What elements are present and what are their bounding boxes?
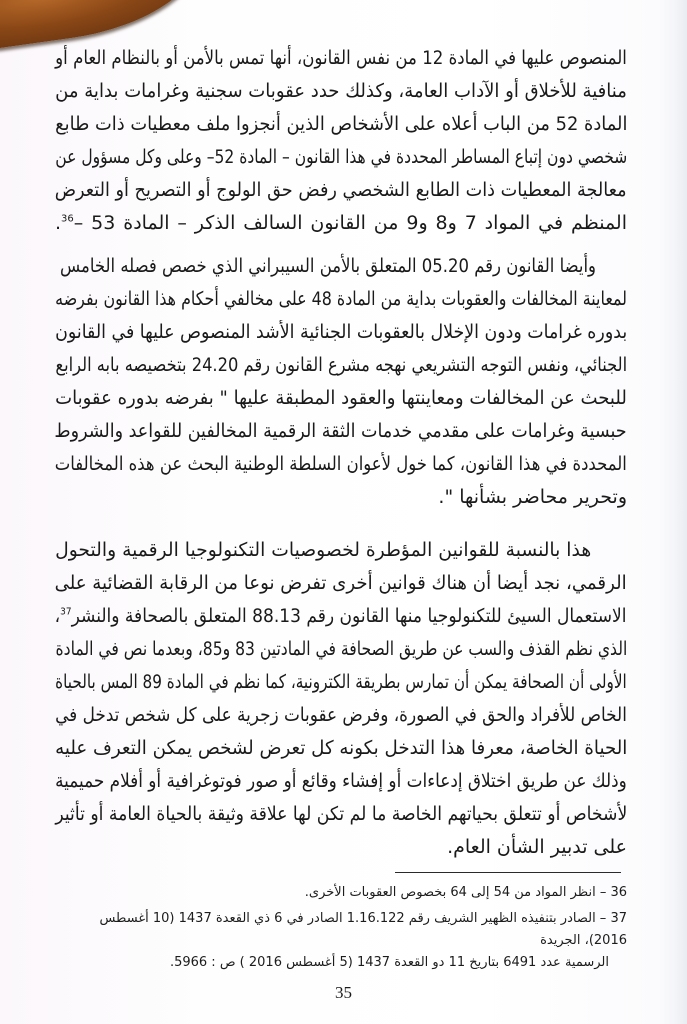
paragraph-2 [55,250,627,514]
footnote-37 [55,908,627,974]
body-line: المادة 52 من الباب أعلاه على الأشخاص الذين أنجزوا ملف معطيات ذات طابع [54,113,627,135]
body-line: بدوره غرامات ودون الإخلال بالعقوبات الجنائية الأشد المنصوص عليها في القانون [54,321,627,343]
body-line: لأشخاص أو تتعلق بحياتهم الخاصة ما لم تكن لها علاقة وثيقة بالحياة العامة أو تأثير [55,803,627,825]
body-line: الأولى أن الصحافة يمكن أن تمارس بطريقة الكترونية، كما نظم في المادة 89 المس بالحياة [55,671,627,693]
footnote-reference-36[interactable]: 36 [61,213,74,225]
body-line: المحددة في هذا القانون، كما خول لأعوان السلطة الوطنية البحث عن هذه المخالفات [54,453,627,475]
body-line [55,207,627,240]
footnote-text: 36 – انظر المواد من 54 إلى 64 بخصوص العقوبات الأخرى. [304,885,627,900]
footnote-text: 37 – الصادر بتنفيذه الظهير الشريف رقم 1.16.122 الصادر في 6 ذي القعدة 1437 (10 أغسطس 2016)، الجريدة [99,911,627,948]
footnote-separator [395,872,621,873]
body-line: الخاص للأفراد والحق في الصورة، وفرض عقوبات زجرية على كل شخص تدخل في [55,704,627,726]
body-line: معالجة المعطيات ذات الطابع الشخصي رفض حق الولوج أو التصريح أو التعرض [55,179,627,201]
footnote-36 [55,882,627,904]
body-line: الحياة الخاصة، معرفا هذا التدخل بكونه كل تعرض لشخص يمكن التعرف عليه [54,737,627,759]
comma: ، [55,605,61,627]
period: . [55,212,62,234]
footnotes [55,882,627,978]
body-line: الرقمي، نجد أيضا أن هناك قوانين أخرى تفرض نوعا من الرقابة القضائية على [54,572,627,594]
page-number: 35 [335,983,352,1002]
body-line: شخصي دون إتباع المساطر المحددة في هذا القانون – المادة 52– وعلى وكل مسؤول عن [54,146,627,168]
paragraph-3 [55,534,627,864]
body-line: هذا بالنسبة للقوانين المؤطرة لخصوصيات التكنولوجيا الرقمية والتحول [55,539,592,561]
body-line: للبحث عن المخالفات ومعاينتها والعقود المطبقة عليها " بفرضه بدوره عقوبات [55,387,627,409]
body-line: حبسية وغرامات على مقدمي خدمات الثقة الرقمية المخالفين للقواعد والشروط [54,420,627,442]
body-line-text: المنظم في المواد 7 و8 و9 من القانون السالف الذكر – المادة 53 – [73,212,627,234]
body-line: الجنائي، ونفس التوجه التشريعي نهجه مشرع القانون رقم 24.20 بتخصيصه بابه الرابع [55,354,627,376]
footnote-continuation: الرسمية عدد 6491 بتاريخ 11 دو القعدة 1437 (5 أغسطس 2016 ) ص : 5966. [169,955,609,970]
page-body [55,42,627,864]
body-line-text: الاستعمال السيئ للتكنولوجيا منها القانون رقم 88.13 المتعلق بالصحافة والنشر [72,605,627,627]
body-line: الذي نظم القذف والسب عن طريق الصحافة في المادتين 83 و85، وبعدما نص في المادة [55,638,627,660]
body-line: وذلك عن طريق اختلاق إدعاءات أو إفشاء وقائع أو صور فوتوغرافية أو أفلام حميمية [55,770,627,792]
body-line: لمعاينة المخالفات والعقوبات بداية من المادة 48 على مخالفي أحكام هذا القانون بفرضه [55,288,627,310]
page-edge-shadow [673,0,687,1024]
body-line: على تدبير الشأن العام. [447,836,627,858]
body-line: المنصوص عليها في المادة 12 من نفس القانون، أنها تمس بالأمن أو بالنظام العام أو [55,47,627,69]
body-line: وتحرير محاضر بشأنها ". [438,486,627,508]
footnote-reference-37[interactable]: 37 [60,606,73,618]
paragraph-1 [55,42,627,240]
body-line [55,600,627,633]
body-line: وأيضا القانون رقم 05.20 المتعلق بالأمن السيبراني الذي خصص فصله الخامس [59,255,596,277]
body-line: منافية للأخلاق أو الآداب العامة، وكذلك حدد عقوبات سجنية وغرامات بداية من [55,80,627,102]
